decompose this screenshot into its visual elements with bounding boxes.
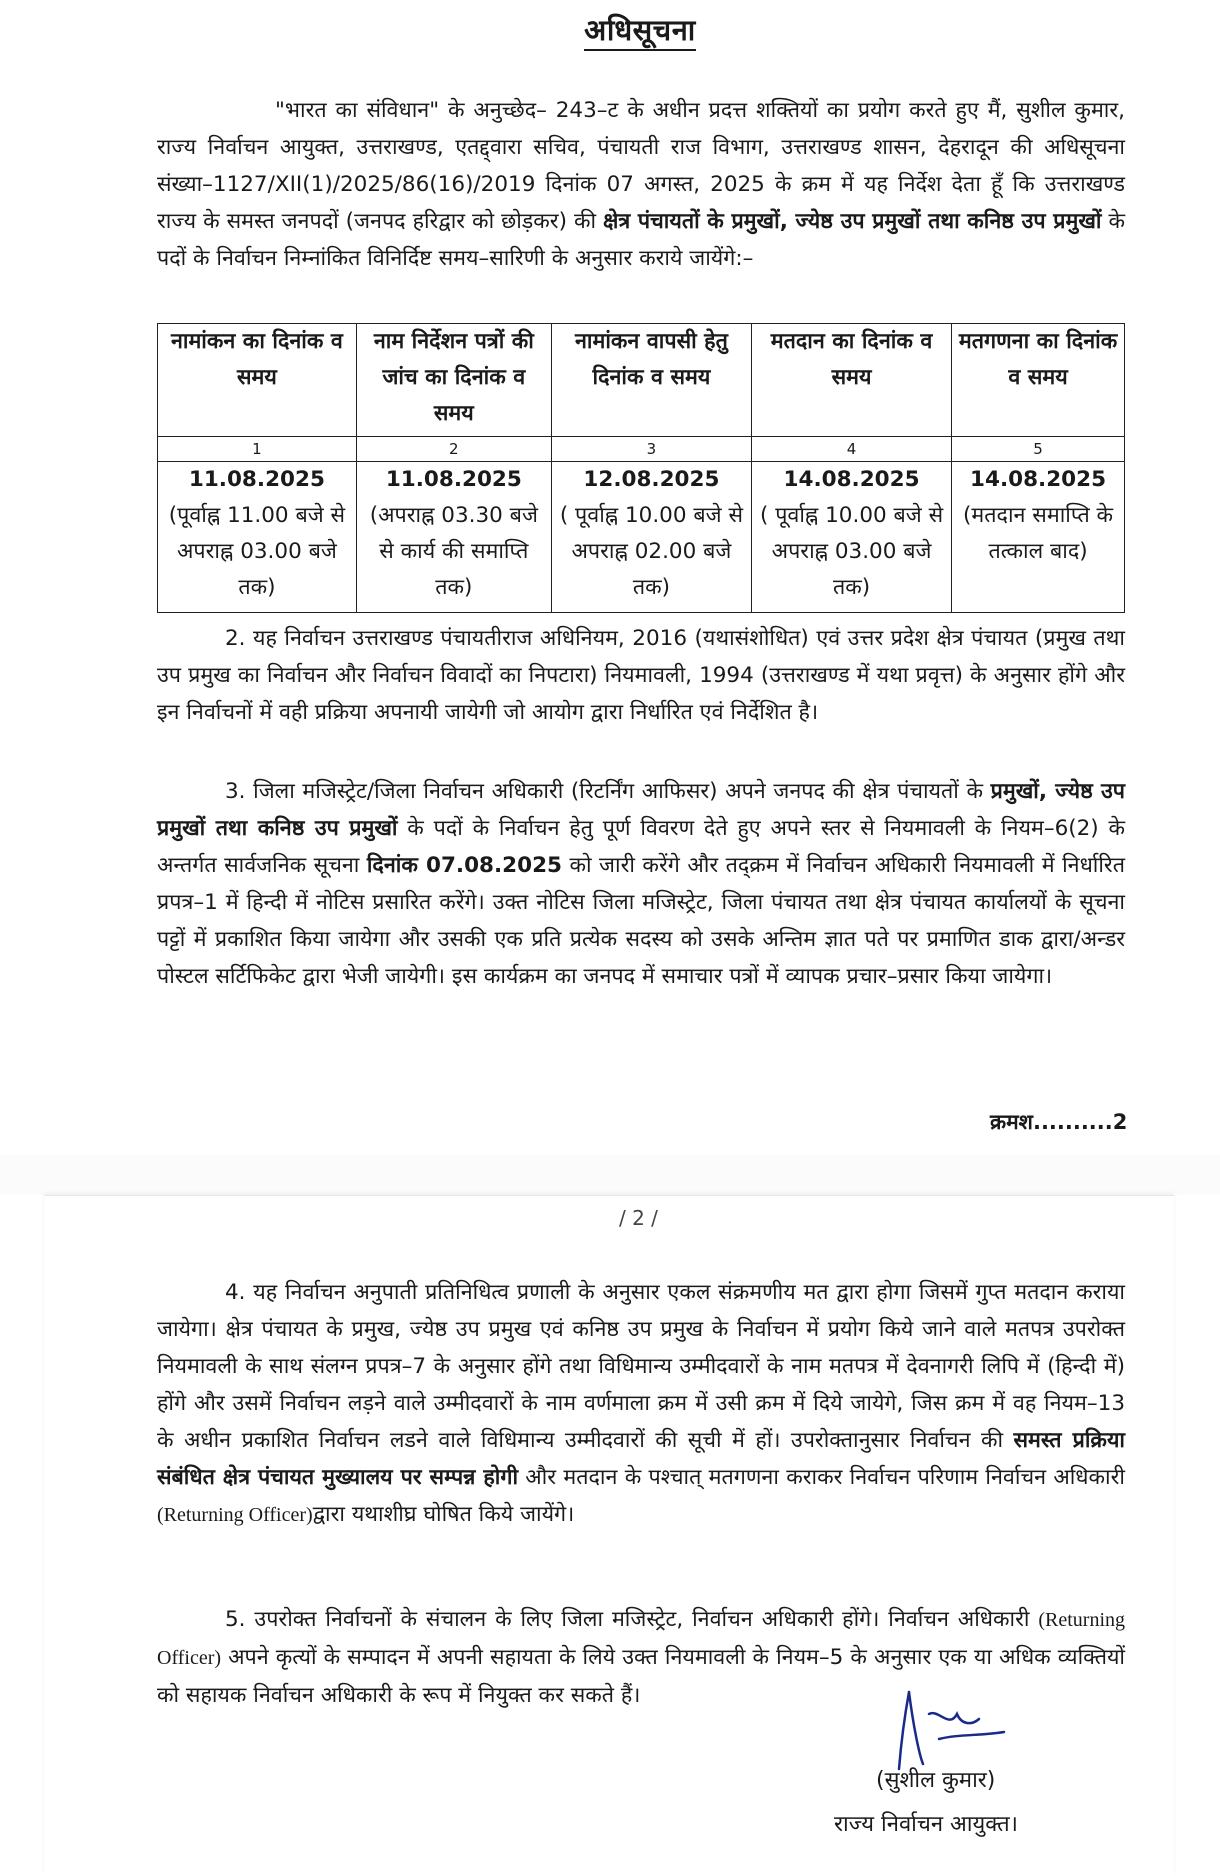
para1-bold: क्षेत्र पंचायतों के प्रमुखों, ज्येष्ठ उप प्रमुखों तथा कनिष्ठ उप प्रमुखों xyxy=(603,209,1102,234)
election-schedule-table xyxy=(157,323,1125,613)
continued-marker: क्रमश..........2 xyxy=(990,1110,1128,1134)
col-number: 5 xyxy=(952,437,1125,462)
date: 14.08.2025 xyxy=(970,467,1107,492)
signature-image xyxy=(879,1684,1019,1774)
cell-nomination xyxy=(158,462,357,613)
para5-english: (Returning Officer) xyxy=(157,1609,1125,1669)
para4-text-mid: और मतदान के पश्चात् मतगणना कराकर निर्वाचन परिणाम निर्वाचन अधिकारी xyxy=(518,1465,1125,1490)
time: ( पूर्वाह्न 10.00 बजे से अपराह्न 03.00 बजे तक) xyxy=(759,503,944,600)
col-number: 2 xyxy=(356,437,551,462)
notification-title: अधिसूचना xyxy=(0,10,1220,49)
para3-text-mid: के पदों के निर्वाचन हेतु पूर्ण विवरण देते हुए अपने स्तर से नियमावली के नियम–6(2) के अन्तर्गत सार्वजनिक सूचना xyxy=(157,816,1126,878)
header-scrutiny: नाम निर्देशन पत्रों की जांच का दिनांक व समय xyxy=(356,324,551,437)
date: 11.08.2025 xyxy=(188,467,325,492)
para4-english: (Returning Officer) xyxy=(157,1504,313,1526)
table-header-row xyxy=(158,324,1125,437)
para3-date-bold: दिनांक 07.08.2025 xyxy=(366,853,562,878)
para3-bold: प्रमुखों, ज्येष्ठ उप प्रमुखों तथा कनिष्ठ उप प्रमुखों xyxy=(157,779,1125,841)
para3-text: 3. जिला मजिस्ट्रेट/जिला निर्वाचन अधिकारी (रिटर्निंग आफिसर) अपने जनपद की क्षेत्र पंचायतों के xyxy=(225,779,991,804)
header-withdrawal: नामांकन वापसी हेतु दिनांक व समय xyxy=(551,324,751,437)
date: 11.08.2025 xyxy=(385,467,522,492)
signatory-name: (सुशील कुमार) xyxy=(876,1768,996,1793)
col-number: 4 xyxy=(751,437,951,462)
paragraph-4 xyxy=(157,1274,1125,1534)
cell-counting xyxy=(952,462,1125,613)
para5-text: 5. उपरोक्त निर्वाचनों के संचालन के लिए जिला मजिस्ट्रेट, निर्वाचन अधिकारी होंगे। निर्वाचन अधिकारी xyxy=(225,1607,1039,1632)
time: (पूर्वाह्न 11.00 बजे से अपराह्न 03.00 बजे तक) xyxy=(168,503,346,600)
date: 14.08.2025 xyxy=(783,467,920,492)
signatory-title: राज्य निर्वाचन आयुक्त। xyxy=(834,1812,1018,1837)
cell-polling xyxy=(751,462,951,613)
cell-scrutiny xyxy=(356,462,551,613)
time: (मतदान समाप्ति के तत्काल बाद) xyxy=(963,503,1114,564)
para3-text-end: को जारी करेंगे और तद्क्रम में निर्वाचन अधिकारी नियमावली में निर्धारित प्रपत्र–1 में हिन्दी में नोटिस प्रसारित करेंगे। उक्त नोटिस जिला मजिस्ट्रेट, जिला पंचायत तथा क्षेत्र पंचायत कार्यालयों के सूचना पट्टों में प्रकाशित किया जायेगा और उसकी एक प्रति प्रत्येक सदस्य को उसके अन्तिम ज्ञात पते पर प्रमाणित डाक द्वारा/अन्डर पोस्टल सर्टिफिकेट द्वारा भेजी जायेगी। इस कार्यक्रम का जनपद में समाचार पत्रों में व्यापक प्रचार–प्रसार किया जायेगा। xyxy=(157,853,1125,989)
page-number: / 2 / xyxy=(619,1206,658,1230)
para1-text: "भारत का संविधान" के अनुच्छेद– 243–ट के अधीन प्रदत्त शक्तियों का प्रयोग करते हुए मैं, सुशील कुमार, राज्य निर्वाचन आयुक्त, उत्तराखण्ड, एतद्द्वारा सचिव, पंचायती राज विभाग, उत्तराखण्ड शासन, देहरादून की अधिसूचना संख्या–1127/XII(1)/2025/86(16)/2019 दिनांक 07 अगस्त, 2025 के क्रम में यह निर्देश देता हूँ कि उत्तराखण्ड राज्य के समस्त जनपदों (जनपद हरिद्वार को छोड़कर) की xyxy=(157,98,1125,234)
header-polling: मतदान का दिनांक व समय xyxy=(751,324,951,437)
page-gap xyxy=(0,1155,1220,1195)
col-number: 1 xyxy=(158,437,357,462)
page-two xyxy=(44,1195,1174,1876)
paragraph-2: 2. यह निर्वाचन उत्तराखण्ड पंचायतीराज अधिनियम, 2016 (यथासंशोधित) एवं उत्तर प्रदेश क्षेत्र पंचायत (प्रमुख तथा उप प्रमुख का निर्वाचन और निर्वाचन विवादों का निपटारा) नियमावली, 1994 (उत्तराखण्ड में यथा प्रवृत्त) के अनुसार होंगे और इन निर्वाचनों में वही प्रक्रिया अपनायी जायेगी जो आयोग द्वारा निर्धारित एवं निर्देशित है। xyxy=(157,626,1125,725)
time: (अपराह्न 03.30 बजे से कार्य की समाप्ति तक) xyxy=(369,503,538,600)
cell-withdrawal xyxy=(551,462,751,613)
time: ( पूर्वाह्न 10.00 बजे से अपराह्न 02.00 बजे तक) xyxy=(559,503,743,600)
para4-text-end: द्वारा यथाशीघ्र घोषित किये जायेंगे। xyxy=(312,1502,575,1527)
date: 12.08.2025 xyxy=(583,467,720,492)
header-nomination: नामांकन का दिनांक व समय xyxy=(158,324,357,437)
paragraph-3 xyxy=(157,773,1125,995)
col-number: 3 xyxy=(551,437,751,462)
table-number-row xyxy=(158,437,1125,462)
table-row xyxy=(158,462,1125,613)
header-counting: मतगणना का दिनांक व समय xyxy=(952,324,1125,437)
para4-bold: समस्त प्रक्रिया संबंधित क्षेत्र पंचायत मुख्यालय पर सम्पन्न होगी xyxy=(157,1428,1125,1490)
paragraph-1 xyxy=(157,92,1125,277)
para4-text: 4. यह निर्वाचन अनुपाती प्रतिनिधित्व प्रणाली के अनुसार एकल संक्रमणीय मत द्वारा होगा जिसमें गुप्त मतदान कराया जायेगा। क्षेत्र पंचायत के प्रमुख, ज्येष्ठ उप प्रमुख एवं कनिष्ठ उप प्रमुख के निर्वाचन में प्रयोग किये जाने वाले मतपत्र उपरोक्त नियमावली के साथ संलग्न प्रपत्र–7 के अनुसार होंगे तथा विधिमान्य उम्मीदवारों के नाम मतपत्र में देवनागरी लिपि में (हिन्दी में) होंगे और उसमें निर्वाचन लड़ने वाले उम्मीदवारों के नाम वर्णमाला क्रम में उसी क्रम में दिये जायेगे, जिस क्रम में वह नियम–13 के अधीन प्रकाशित निर्वाचन लडने वाले विधिमान्य उम्मीदवारों की सूची में हों। उपरोक्तानुसार निर्वाचन की xyxy=(157,1280,1125,1453)
para1-text-end: के पदों के निर्वाचन निम्नांकित विनिर्दिष्ट समय–सारिणी के अनुसार कराये जायेंगे:– xyxy=(157,209,1125,271)
para5-text-end: अपने कृत्यों के सम्पादन में अपनी सहायता के लिये उक्त नियमावली के नियम–5 के अनुसार एक या अधिक व्यक्तियों को सहायक निर्वाचन अधिकारी के रूप में नियुक्त कर सकते हैं। xyxy=(157,1645,1125,1708)
